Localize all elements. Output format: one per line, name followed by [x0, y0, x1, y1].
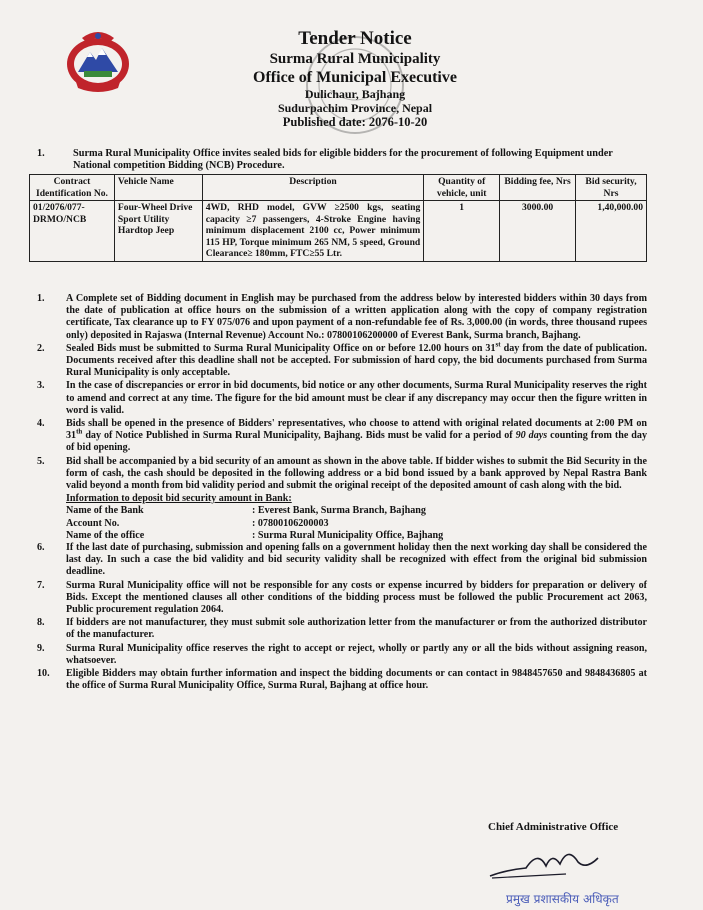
cell-description: 4WD, RHD model, GVW ≥2500 kgs, seating capacity ≥7 passengers, 4-Stroke Engine having minimum displacement 2100 cc, Power minimum 115 HP, Torque minimum 265 NM, 5 speed, Ground Clearance≥ 180mm, FTC≥55 Ltr. — [202, 201, 423, 262]
ordinal-suffix: st — [495, 340, 501, 349]
bank-info-key: Account No. — [66, 517, 120, 529]
municipality-name: Surma Rural Municipality — [269, 51, 441, 67]
item-number: 10. — [37, 668, 50, 680]
province: Sudurpachim Province, Nepal — [277, 101, 433, 115]
bank-info-value: : Surma Rural Municipality Office, Bajhang — [252, 529, 444, 541]
item-text: Bids shall be opened in the presence of Bidders' representatives, who choose to attend with original related documents at 2:00 PM on 31 — [66, 418, 647, 442]
col-quantity: Quantity of vehicle, unit — [424, 175, 500, 201]
bank-info-value: : 07800106200003 — [252, 517, 329, 529]
col-vehicle-name: Vehicle Name — [114, 175, 202, 201]
office-name: Office of Municipal Executive — [253, 69, 457, 86]
ordinal-suffix: th — [76, 427, 83, 436]
item-text: day of Notice Published in Surma Rural Municipality, Bajhang. Bids must be valid for a period of — [82, 430, 516, 442]
list-item — [37, 580, 647, 617]
cell-quantity: 1 — [424, 201, 500, 262]
designation-stamp-text: प्रमुख प्रशासकीय अधिकृत — [506, 892, 619, 906]
signatory-title: Chief Administrative Office — [488, 821, 619, 833]
bank-info-row — [66, 505, 647, 517]
item-text: In the case of discrepancies or error in bid documents, bid notice or any other documents, Surma Rural Municipality reserves the right to amend and correct at any time. The figure for the bid amount must be clear if any discrepancy may occur then the figure written in word is valid. — [66, 380, 647, 416]
office-location: Dulichaur, Bajhang — [304, 87, 406, 101]
item-number: 5. — [37, 455, 45, 467]
item-text: If bidders are not manufacturer, they must submit sole authorization letter from the manufacturer or from the authorized distributor of the manufacturer. — [66, 617, 647, 641]
table-header-row — [30, 175, 647, 201]
list-item — [37, 418, 647, 455]
bank-info-row — [66, 530, 647, 542]
table-row — [30, 201, 647, 262]
item-number: 1. — [37, 293, 45, 304]
bank-info-heading: Information to deposit bid security amount in Bank: — [66, 493, 292, 505]
item-number: 8. — [37, 617, 45, 629]
list-item — [37, 380, 647, 417]
signature-icon — [486, 840, 606, 884]
notice-title: Tender Notice — [298, 28, 412, 49]
item-number: 9. — [37, 642, 45, 654]
notice-header — [190, 28, 520, 130]
item-text: If the last date of purchasing, submission and opening falls on a government holiday then the next working day shall be considered the last day. In such a case the bid validity and bid security validity shall be recognized with effect from the original bid submission deadline. — [66, 542, 647, 578]
intro-number: 1. — [37, 148, 45, 159]
validity-period: 90 days — [515, 430, 548, 442]
item-text: Sealed Bids must be submitted to Surma Rural Municipality Office on or before 12.00 hours on 31 — [66, 342, 496, 354]
intro-text: Surma Rural Municipality Office invites sealed bids for eligible bidders for the procurement of following Equipment under National competition Bidding (NCB) Procedure. — [73, 148, 613, 171]
list-item — [37, 643, 647, 667]
item-text: Surma Rural Municipality office reserves the right to accept or reject, wholly or partly any or all the bids without assigning reason, whatsoever. — [66, 642, 647, 666]
list-item — [37, 293, 647, 342]
cell-contract-id: 01/2076/077-DRMO/NCB — [30, 201, 115, 262]
cell-vehicle-name: Four-Wheel Drive Sport Utility Hardtop Jeep — [114, 201, 202, 262]
bank-info-value: : Everest Bank, Surma Branch, Bajhang — [252, 505, 426, 517]
bank-info-key: Name of the Bank — [66, 505, 144, 517]
item-number: 6. — [37, 542, 45, 554]
cell-bidding-fee: 3000.00 — [500, 201, 576, 262]
procurement-table — [29, 174, 647, 262]
item-text: Surma Rural Municipality office will not be responsible for any costs or expense incurred by bidders for preparation or delivery of Bids. Except the mentioned clauses all other conditions of the bidding process must be followed the public Procurement act 2063, Public procurement regulation 2064. — [66, 579, 647, 616]
col-description: Description — [202, 175, 423, 201]
terms-list — [37, 293, 647, 694]
list-item — [37, 456, 647, 493]
item-text: A Complete set of Bidding document in English may be purchased from the address below by interested bidders within 30 days from the date of publication at office hours on the submission of a written application along with the copy of company registration certificate, Tax clearance up to FY 075/076 and upon payment of a non-refundable fee of Rs. 3,000.00 (in words, three thousand rupees only) deposited in Rajaswa (Internal Revenue) Account No.: 07800106200000 of Everest Bank, Surma branch, Bajhang. — [66, 293, 647, 341]
col-bidding-fee: Bidding fee, Nrs — [500, 175, 576, 201]
col-contract-id: Contract Identification No. — [30, 175, 115, 201]
list-item — [37, 617, 647, 641]
list-item — [37, 340, 648, 380]
bank-info-key: Name of the office — [66, 529, 145, 541]
nepal-emblem-icon — [62, 24, 134, 96]
item-number: 3. — [37, 380, 45, 392]
item-text: counting from the day of bid opening. — [66, 430, 647, 454]
published-date: Published date: 2076-10-20 — [282, 115, 428, 129]
cell-bid-security: 1,40,000.00 — [576, 201, 647, 262]
bank-info-row — [66, 518, 647, 530]
item-number: 2. — [37, 342, 45, 354]
item-text: Bid shall be accompanied by a bid security of an amount as shown in the above table. If bidder wishes to submit the Bid Security in the form of cash, the cash should be deposited in the following address or a bid bond issued by a bank approved by Nepal Rastra Bank valid beyond a month from bid validity period and submit the original receipt of the deposited amount of cash along with the bid. — [66, 455, 647, 492]
list-item — [37, 668, 647, 692]
item-number: 7. — [37, 579, 45, 591]
item-text: day from the date of publication. Documents received after this deadline shall not be accepted. For submission of hard copy, the bid documents purchased from Surma Rural Municipality is only acceptable. — [66, 342, 648, 379]
list-item — [37, 542, 647, 579]
item-text: Eligible Bidders may obtain further information and inspect the bidding documents or can contact in 9848457650 and 9848436805 at the office of Surma Rural Municipality Office, Surma Rural, Bajhang at office hour. — [66, 668, 647, 692]
col-bid-security: Bid security, Nrs — [576, 175, 647, 201]
item-number: 4. — [37, 418, 45, 430]
bank-info — [37, 493, 647, 542]
